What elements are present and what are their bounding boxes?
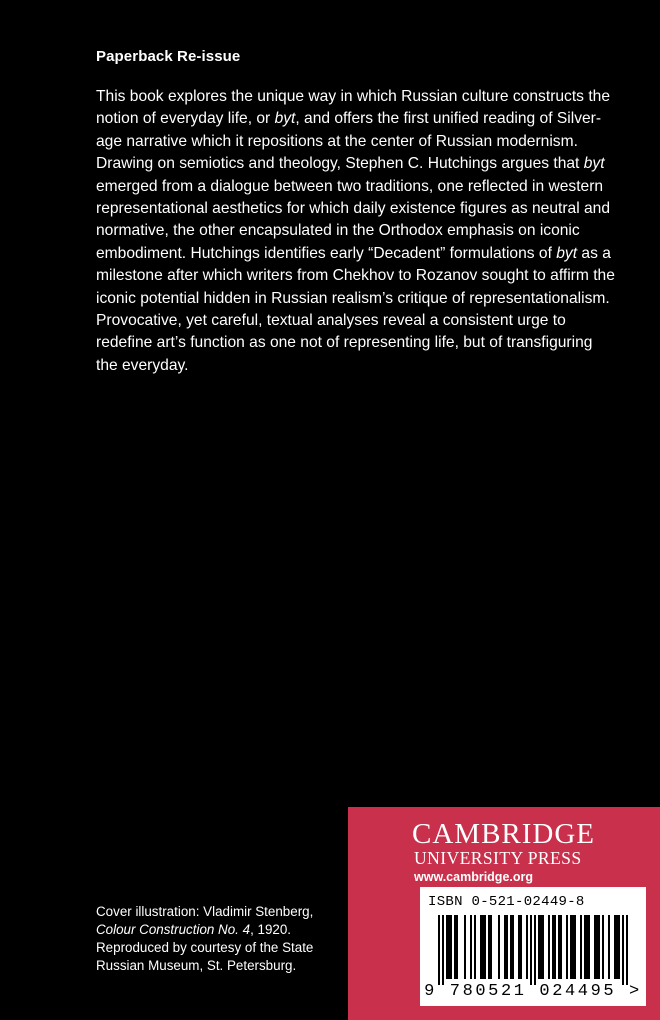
barcode-bar xyxy=(584,915,586,979)
barcode-bar xyxy=(450,915,452,979)
isbn-label: ISBN 0-521-02449-8 xyxy=(428,894,585,910)
barcode-bar xyxy=(530,915,532,985)
italic-run: byt xyxy=(274,110,296,128)
barcode-bar xyxy=(534,915,536,985)
barcode-bar xyxy=(490,915,492,979)
barcode-bar xyxy=(526,915,528,979)
barcode-bar xyxy=(626,915,628,985)
reissue-heading: Paperback Re-issue xyxy=(96,48,241,65)
barcode-bar xyxy=(548,915,550,979)
barcode-bar xyxy=(618,915,620,979)
barcode-bar xyxy=(588,915,590,979)
barcode-bar xyxy=(552,915,554,979)
barcode-bar xyxy=(614,915,616,979)
barcode-bar xyxy=(474,915,476,979)
publisher-subtitle: UNIVERSITY PRESS xyxy=(414,848,582,868)
barcode-bar xyxy=(442,915,444,985)
publisher-url: www.cambridge.org xyxy=(414,870,534,884)
barcode-bar xyxy=(484,915,486,979)
barcode-bar xyxy=(586,915,588,979)
italic-run: byt xyxy=(583,155,605,173)
barcode-bar xyxy=(438,915,440,985)
italic-run: byt xyxy=(556,244,578,262)
barcode-bar xyxy=(510,915,512,979)
barcode-bar xyxy=(498,915,500,979)
book-description: This book explores the unique way in which Russian culture constructs the notion of everyday life, or byt, and offers the first unified reading of Silver-age narrative which it repositions at the center of Russian modernism. Drawing on semiotics and theology, Stephen C. Hutchings argues that byt emerged from a dialogue between two traditions, one reflected in western representational aesthetics for which daily existence figures as neutral and normative, the other encapsulated in the Orthodox emphasis on iconic embodiment. Hutchings identifies early “Decadent” formulations of byt as a milestone after which writers from Chekhov to Rozanov sought to affirm the iconic potential hidden in Russian realism’s critique of representationalism. Provocative, yet careful, textual analyses reveal a consistent urge to redefine art’s function as one not of representing life, but of transfiguring the everyday. xyxy=(96,88,615,374)
publisher-name: CAMBRIDGE xyxy=(412,818,596,850)
barcode-bar xyxy=(594,915,596,979)
barcode-bar xyxy=(464,915,466,979)
barcode-bars xyxy=(430,915,636,985)
barcode-bar xyxy=(456,915,458,979)
barcode-bar xyxy=(602,915,604,979)
barcode-bar xyxy=(596,915,598,979)
barcode-bar xyxy=(470,915,472,979)
cover-illustration-credit: Cover illustration: Vladimir Stenberg, Colour Construction No. 4, 1920. Reproduced by courtesy of the State Russian Museum, St. Petersburg. xyxy=(96,904,314,973)
barcode-bar xyxy=(518,915,520,979)
barcode-bar xyxy=(538,915,540,979)
barcode-bar xyxy=(512,915,514,979)
barcode-digits: 9 780521 024495 > xyxy=(424,982,642,1001)
barcode-bar xyxy=(542,915,544,979)
barcode-bar xyxy=(488,915,490,979)
barcode-bar xyxy=(598,915,600,979)
barcode-bar xyxy=(504,915,506,979)
barcode-bar xyxy=(554,915,556,979)
barcode-box xyxy=(420,887,646,1006)
barcode-bar xyxy=(480,915,482,979)
barcode-bar xyxy=(566,915,568,979)
barcode-bar xyxy=(506,915,508,979)
barcode-bar xyxy=(558,915,560,979)
barcode-bar xyxy=(520,915,522,979)
barcode-bar xyxy=(454,915,456,979)
barcode-bar xyxy=(580,915,582,979)
barcode-bar xyxy=(446,915,448,979)
barcode-bar xyxy=(540,915,542,979)
barcode-bar xyxy=(448,915,450,979)
barcode-bar xyxy=(560,915,562,979)
barcode-bar xyxy=(616,915,618,979)
barcode-bar xyxy=(570,915,572,979)
barcode-bar xyxy=(572,915,574,979)
barcode-bar xyxy=(482,915,484,979)
barcode-bar xyxy=(574,915,576,979)
italic-run: Colour Construction No. 4 xyxy=(96,922,251,937)
barcode-bar xyxy=(622,915,624,985)
barcode-bar xyxy=(608,915,610,979)
publisher-panel xyxy=(348,807,660,1020)
